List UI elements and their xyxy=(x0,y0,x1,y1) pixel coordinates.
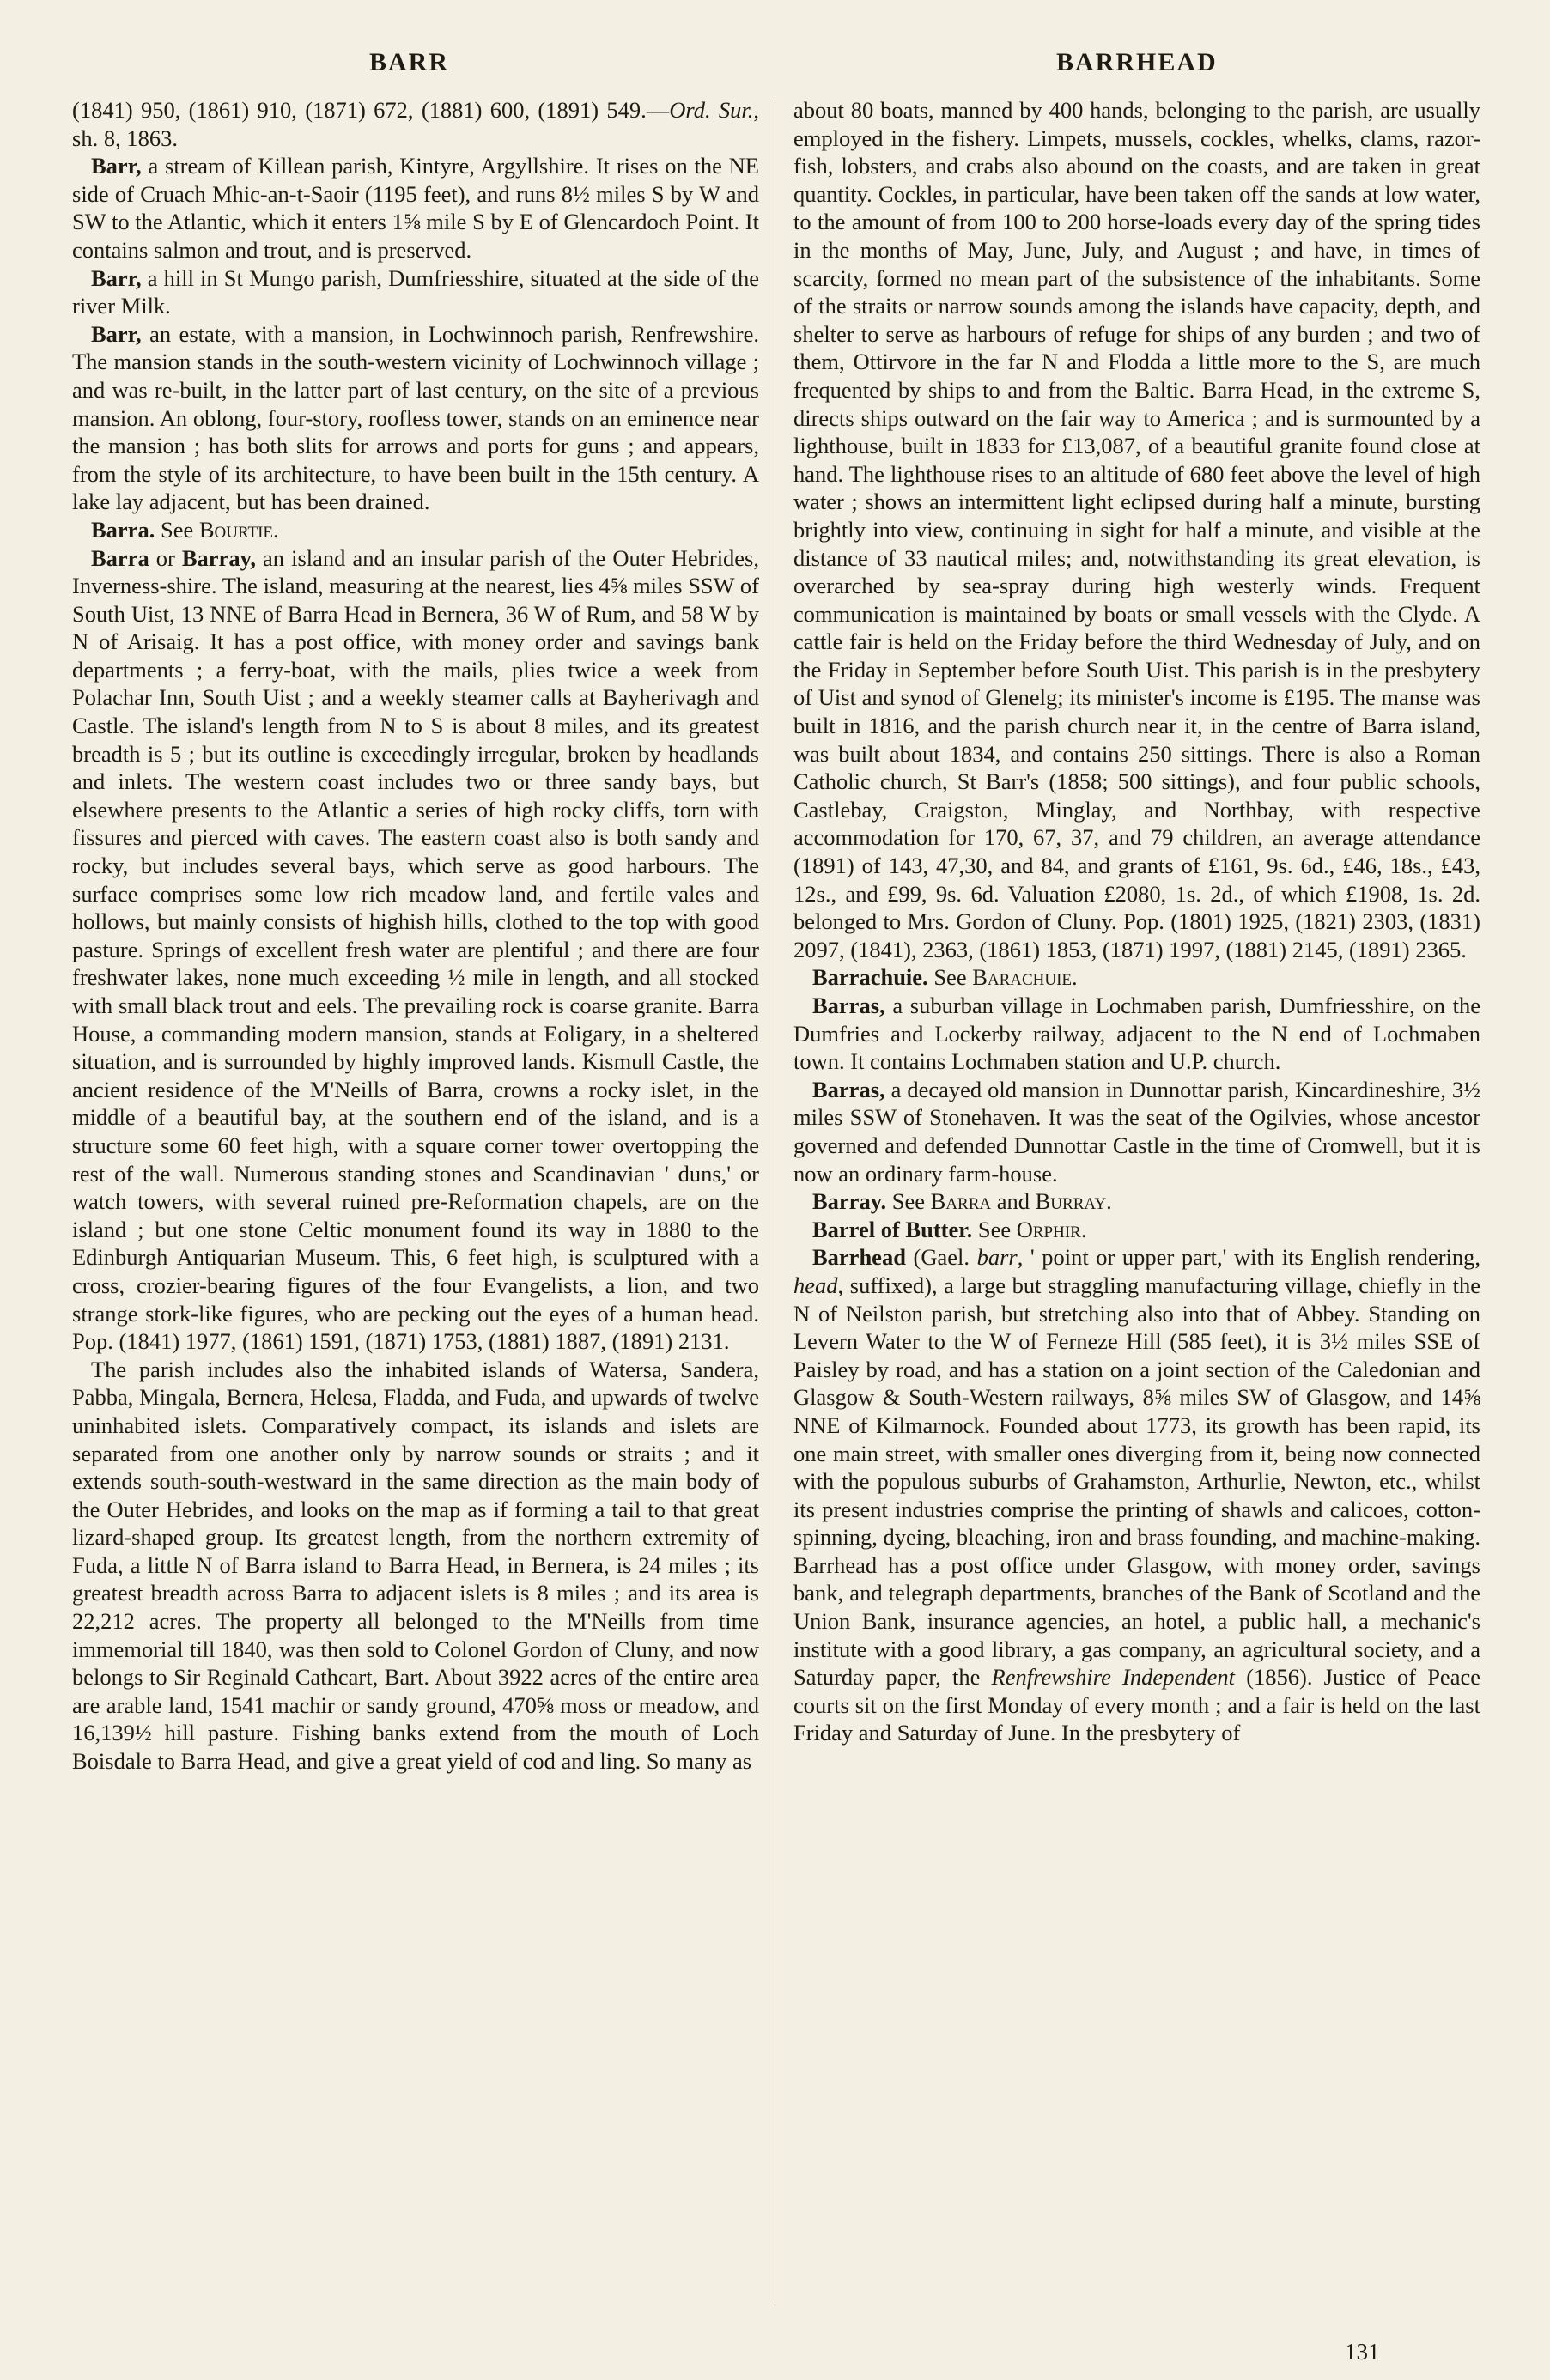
entry-text: Renfrewshire Independent xyxy=(991,1664,1236,1691)
entry-headword: Barras, xyxy=(812,993,885,1018)
entry-text: and xyxy=(991,1188,1036,1215)
entry-headword: Barrachuie. xyxy=(812,964,928,991)
entry-text: , suffixed), a large but straggling manufacturing village, chiefly in the N of Neilston parish, but stretching also into that of Abbey. Standing on Levern Water to the W of Ferneze Hill (585 feet), it is 3½ miles SSE of Paisley by road, and has a station on a joint section of the Caledonian and Glasgow & South-Western railways, 8⅝ miles SW of Glasgow, and 14⅝ NNE of Kilmarnock. Founded about 1773, its growth has been rapid, its one main street, with smaller ones diverging from it, being now connected with the populous suburbs of Grahamston, Arthurlie, Newton, etc., whilst its present industries comprise the printing of shawls and calicoes, cotton-spinning, dyeing, bleaching, iron and brass founding, and machine-making. Barrhead has a post office under Glasgow, with money order, savings bank, and telegraph departments, branches of the Bank of Scotland and the Union Bank, insurance agencies, an hotel, a public hall, a mechanic's institute with a good library, a gas company, an agricultural society, and a Saturday paper, the xyxy=(793,1272,1480,1691)
entry-paragraph xyxy=(793,1243,1480,1747)
entry-paragraph xyxy=(793,1076,1480,1187)
cross-reference: Barachuie xyxy=(972,964,1073,991)
entry-headword: Barra xyxy=(91,544,149,571)
entry-text: head xyxy=(793,1272,838,1298)
entry-headword: Barr, xyxy=(91,153,142,179)
entry-headword: Barras, xyxy=(812,1076,885,1102)
entry-text: , ' point or upper part,' with its English rendering, xyxy=(1017,1244,1480,1271)
entry-paragraph xyxy=(72,264,759,320)
entry-text: See xyxy=(886,1188,931,1215)
entry-text: an island and an insular parish of the Outer Hebrides, Inverness-shire. The island, measuring at the nearest, lies 4⅝ miles SSW of South Uist, 13 NNE of Barra Head in Bernera, 36 W of Rum, and 58 W by N of Arisaig. It has a post office, with money order and savings bank departments ; a ferry-boat, with the mails, plies twice a week from Polachar Inn, South Uist ; and a weekly steamer calls at Bayherivagh and Castle. The island's length from N to S is about 8 miles, and its greatest breadth is 5 ; but its outline is exceedingly irregular, broken by headlands and inlets. The western coast includes two or three sandy bays, but elsewhere presents to the Atlantic a series of high rocky cliffs, torn with fissures and pierced with caves. The eastern coast also is both sandy and rocky, but includes several bays, which serve as good harbours. The surface comprises some low rich meadow land, and fertile vales and hollows, but mainly consists of highish hills, clothed to the top with good pasture. Springs of excellent fresh water are plentiful ; and there are four freshwater lakes, none much exceeding ½ mile in length, and all stocked with small black trout and eels. The prevailing rock is coarse granite. Barra House, a commanding modern mansion, stands at Eoligary, in a sheltered situation, and is surrounded by highly improved lands. Kismull Castle, the ancient residence of the M'Neills of Barra, crowns a rocky islet, in the middle of a beautiful bay, at the southern end of the island, and is a structure some 60 feet high, with a square corner tower overtopping the rest of the wall. Numerous standing stones and Scandinavian ' duns,' or watch towers, with several ruined pre-Reformation chapels, are on the island ; but one stone Celtic monument found its way in 1880 to the Edinburgh Antiquarian Museum. This, 6 feet high, is sculptured with a cross, crozier-bearing figures of the four Evangelists, a lion, and two strange stork-like figures, who are pecking out the eyes of a human head. Pop. (1841) 1977, (1861) 1591, (1871) 1753, (1881) 1887, (1891) 2131. xyxy=(72,544,759,1355)
entry-paragraph xyxy=(793,992,1480,1076)
entry-text: See xyxy=(927,964,973,991)
entry-text: a decayed old mansion in Dunnottar parish, Kincardineshire, 3½ miles SSW of Stonehaven. It was the seat of the Ogilvies, whose ancestor governed and defended Dunnottar Castle in the time of Cromwell, but it is now an ordinary farm-house. xyxy=(793,1076,1480,1187)
right-column xyxy=(793,96,1480,2294)
page-number: 131 xyxy=(1345,2339,1380,2365)
entry-text: a suburban village in Lochmaben parish, Dumfriesshire, on the Dumfries and Lockerby railway, adjacent to the N end of Lochmaben town. It contains Lochmaben station and U.P. church. xyxy=(793,993,1480,1075)
entry-paragraph xyxy=(72,516,759,544)
entry-paragraph xyxy=(72,152,759,264)
entry-text: (Gael. xyxy=(905,1244,977,1271)
entry-text: See xyxy=(155,516,199,543)
entry-text: or xyxy=(149,544,182,571)
entry-paragraph xyxy=(793,963,1480,992)
entry-headword: Barray, xyxy=(181,544,256,571)
entry-paragraph xyxy=(793,1187,1480,1216)
entry-text: (1841) 950, (1861) 910, (1871) 672, (1881) 600, (1891) 549.— xyxy=(72,97,670,123)
entry-text: an estate, with a mansion, in Lochwinnoch parish, Renfrewshire. The mansion stands in the south-western vicinity of Lochwinnoch village ; and was re-built, in the latter part of last century, on the site of a previous mansion. An oblong, four-story, roofless tower, stands on an eminence near the mansion ; has both slits for arrows and ports for guns ; and appears, from the style of its architecture, to have been built in the 15th century. A lake lay adjacent, but has been drained. xyxy=(72,320,759,515)
running-head-right: BARRHEAD xyxy=(1056,48,1218,76)
entry-paragraph xyxy=(793,96,1480,963)
entry-headword: Barra. xyxy=(91,516,155,543)
entry-paragraph xyxy=(72,320,759,516)
entry-paragraph xyxy=(72,544,759,1356)
entry-text: barr xyxy=(976,1244,1018,1271)
entry-text: . xyxy=(1072,964,1078,991)
entry-headword: Barrhead xyxy=(812,1244,906,1271)
entry-text: about 80 boats, manned by 400 hands, belonging to the parish, are usually employed in the fishery. Limpets, mussels, cockles, whelks, clams, razor-fish, lobsters, and crabs also abound on the coasts, and are taken in great quantity. Cockles, in particular, have been taken off the sands at low water, to the amount of from 100 to 200 horse-loads every day of the spring tides in the months of May, June, July, and August ; and have, in times of scarcity, formed no mean part of the subsistence of the inhabitants. Some of the straits or narrow sounds among the islands have capacity, depth, and shelter to serve as harbours of refuge for ships of any burden ; and two of them, Ottirvore in the far N and Flodda a little more to the S, are much frequented by ships to and from the Baltic. Barra Head, in the extreme S, directs ships outward on the fair way to America ; and is surmounted by a lighthouse, built in 1833 for £13,087, of a beautiful granite found close at hand. The lighthouse rises to an altitude of 680 feet above the level of high water ; shows an intermittent light eclipsed during half a minute, bursting brightly into view, continuing in sight for half a minute, and visible at the distance of 33 nautical miles; and, notwithstanding its great elevation, is overarched by sea-spray during high westerly winds. Frequent communication is maintained by boats or small vessels with the Clyde. A cattle fair is held on the Friday before the third Wednesday of July, and on the Friday in September before South Uist. This parish is in the presbytery of Uist and synod of Glenelg; its minister's income is £195. The manse was built in 1816, and the parish church near it, in the centre of Barra island, was built about 1834, and contains 250 sittings. There is also a Roman Catholic church, St Barr's (1858; 500 sittings), and four public schools, Castlebay, Craigston, Minglay, and Northbay, with respective accommodation for 170, 67, 37, and 79 children, an average attendance (1891) of 143, 47,30, and 84, and grants of £161, 9s. 6d., £46, 18s., £43, 12s., and £99, 9s. 6d. Valuation £2080, 1s. 2d., of which £1908, 1s. 2d. belonged to Mrs. Gordon of Cluny. Pop. (1801) 1925, (1821) 2303, (1831) 2097, (1841), 2363, (1861) 1853, (1871) 1997, (1881) 2145, (1891) 2365. xyxy=(793,97,1480,962)
entry-text: , sh. 8, 1863. xyxy=(72,97,759,151)
entry-text: a hill in St Mungo parish, Dumfriesshire, situated at the side of the river Milk. xyxy=(72,264,759,319)
entry-text: Ord. Sur. xyxy=(669,97,754,123)
cross-reference: Burray xyxy=(1035,1188,1107,1215)
entry-text: . xyxy=(273,516,279,543)
cross-reference: Bourtie xyxy=(198,516,274,543)
entry-text: . xyxy=(1106,1188,1112,1215)
entry-text: . xyxy=(1080,1216,1087,1242)
entry-headword: Barr, xyxy=(91,264,142,291)
running-head-left: BARR xyxy=(369,48,450,76)
entry-text: The parish includes also the inhabited islands of Watersa, Sandera, Pabba, Mingala, Bernera, Helesa, Fladda, and Fuda, and upwards of twelve uninhabited islets. Comparatively compact, its islands and islets are separated from one another only by narrow sounds or straits ; and it extends south-south-westward in the same direction as the main body of the Outer Hebrides, and looks on the map as if forming a tail to that great lizard-shaped group. Its greatest length, from the northern extremity of Fuda, a little N of Barra island to Barra Head, in Bernera, is 24 miles ; its greatest breadth across Barra to adjacent islets is 8 miles ; and its area is 22,212 acres. The property all belonged to the M'Neills from time immemorial till 1840, was then sold to Colonel Gordon of Cluny, and now belongs to Sir Reginald Cathcart, Bart. About 3922 acres of the entire area are arable land, 1541 machir or sandy ground, 470⅝ moss or meadow, and 16,139½ hill pasture. Fishing banks extend from the mouth of Loch Boisdale to Barra Head, and give a great yield of cod and ling. So many as xyxy=(72,1356,759,1775)
entry-headword: Barr, xyxy=(91,320,142,347)
entry-paragraph xyxy=(72,1356,759,1776)
entry-paragraph xyxy=(72,96,759,152)
entry-headword: Barray. xyxy=(812,1188,887,1215)
cross-reference: Barra xyxy=(930,1188,992,1215)
entry-text: See xyxy=(972,1216,1017,1242)
entry-text: (1856). Justice of Peace courts sit on the first Monday of every month ; and a fair is held on the last Friday and Saturday of June. In the presbytery of xyxy=(793,1664,1480,1746)
left-column xyxy=(72,96,759,2294)
entry-paragraph xyxy=(793,1216,1480,1244)
cross-reference: Orphir xyxy=(1016,1216,1081,1242)
entry-headword: Barrel of Butter. xyxy=(812,1216,973,1242)
entry-text: a stream of Killean parish, Kintyre, Argyllshire. It rises on the NE side of Cruach Mhic-an-t-Saoir (1195 feet), and runs 8½ miles S by W and SW to the Atlantic, which it enters 1⅝ mile S by E of Glencardoch Point. It contains salmon and trout, and is preserved. xyxy=(72,153,759,263)
